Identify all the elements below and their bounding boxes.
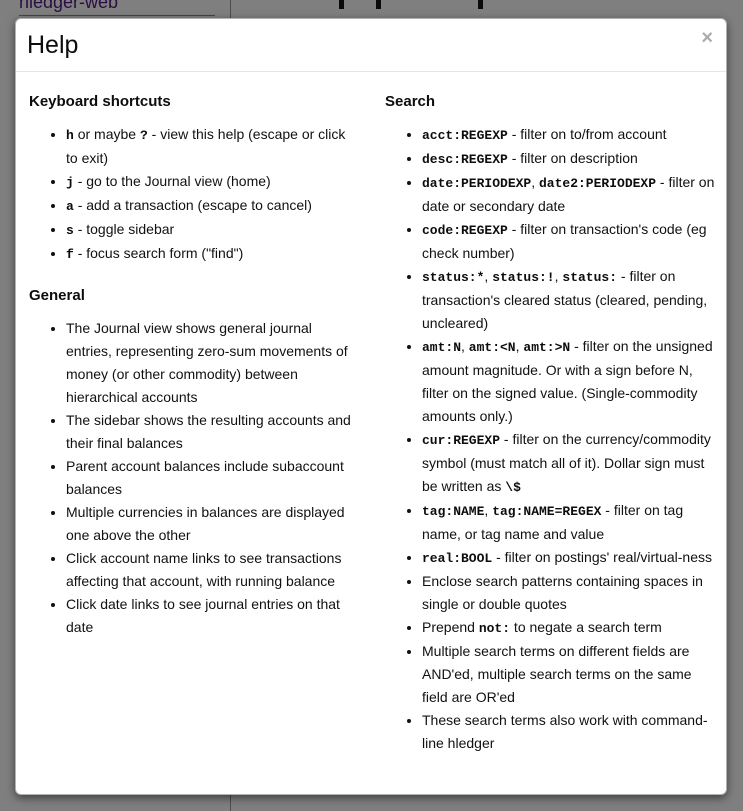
list-item [66,409,359,455]
help-list [27,123,359,266]
code-term: desc:REGEXP [422,152,508,167]
list-item-text: , [554,268,563,284]
list-item-text: These search terms also work with command-line hledger [422,712,708,751]
list-item-text: Click account name links to see transactions affecting that account, with running balance [66,550,342,589]
code-term: \$ [505,480,521,495]
list-item-text: , [484,502,493,518]
code-term: real:BOOL [422,551,493,566]
list-item-text: - filter on to/from account [507,126,667,142]
list-item-text: - filter on transaction's cleared status (cleared, pending, uncleared) [422,268,708,331]
code-term: h [66,128,74,143]
modal-header [16,19,726,72]
list-item-text: The Journal view shows general journal entries, representing zero-sum movements of money (or other commodity) between hierarchical accounts [66,320,348,405]
code-term: date2:PERIODEXP [539,176,657,191]
list-item-text: Multiple search terms on different fields are AND'ed, multiple search terms on the same field are OR'ed [422,643,692,705]
list-item-text: - toggle sidebar [73,221,175,237]
list-item [422,616,715,640]
list-item [66,218,359,242]
list-item [422,265,715,335]
list-item-text: Prepend [422,619,479,635]
code-term: tag:NAME [422,504,485,519]
code-term: amt:<N [468,340,516,355]
list-item-text: or maybe [73,126,140,142]
list-item [422,123,715,147]
list-item-text: - filter on tag name, or tag name and value [422,502,684,542]
list-item-text: Parent account balances include subaccount balances [66,458,344,497]
code-term: cur:REGEXP [422,433,501,448]
close-icon[interactable]: × [701,27,713,49]
list-item [66,170,359,194]
list-item-text: Multiple currencies in balances are displayed one above the other [66,504,345,543]
code-term: not: [478,621,511,636]
list-item-text: - add a transaction (escape to cancel) [73,197,312,213]
list-item [66,547,359,593]
code-term: s [66,223,74,238]
help-column-right [383,72,715,755]
list-item [422,640,715,709]
section-heading: General [29,287,85,304]
code-term: f [66,247,74,262]
code-term: ? [139,128,148,143]
list-item-text: to negate a search term [510,619,662,635]
list-item [422,499,715,546]
list-item [422,709,715,755]
list-item [422,335,715,428]
list-item [422,546,715,570]
list-item [422,570,715,616]
list-item-text: - filter on date or secondary date [422,174,715,214]
list-item [66,317,359,409]
list-item-text: Click date links to see journal entries on that date [66,596,340,635]
list-item-text: , [484,268,493,284]
list-item [66,501,359,547]
list-item-text: Enclose search patterns containing spaces in single or double quotes [422,573,703,612]
code-term: date:PERIODEXP [422,176,532,191]
list-item [66,242,359,266]
section-heading: Search [385,93,436,110]
list-item-text: , [515,338,524,354]
help-modal [15,18,727,795]
list-item-text: - focus search form ("find") [73,245,244,261]
code-term: acct:REGEXP [422,128,508,143]
list-item-text: , [461,338,469,354]
list-item-text: - filter on postings' real/virtual-ness [492,549,712,565]
code-term: code:REGEXP [422,223,508,238]
code-term: amt:>N [523,340,571,355]
list-item-text: The sidebar shows the resulting accounts and their final balances [66,412,351,451]
list-item [422,171,715,218]
list-item-text: - filter on the currency/commodity symbol (must match all of it). Dollar sign must be written as [422,431,711,494]
list-item-text: - filter on the unsigned amount magnitude. Or with a sign before N, filter on the signed value. (Single-commodity amounts only.) [422,338,713,424]
list-item [66,593,359,639]
list-item-text: - view this help (escape or click to exit) [66,126,346,166]
section-heading: Keyboard shortcuts [29,93,171,110]
help-list [383,123,715,755]
code-term: tag:NAME=REGEX [492,504,602,519]
list-item [422,428,715,499]
list-item [66,455,359,501]
help-list [27,317,359,639]
list-item-text: - filter on description [507,150,638,166]
list-item [422,218,715,265]
modal-body [16,72,726,775]
code-term: j [66,175,74,190]
code-term: amt:N [422,340,462,355]
list-item [66,194,359,218]
help-column-left [27,72,359,755]
list-item-text: , [531,174,539,190]
list-item [422,147,715,171]
code-term: status:! [492,270,555,285]
code-term: status: [562,270,618,285]
list-item-text: - go to the Journal view (home) [73,173,271,189]
list-item-text: - filter on transaction's code (eg check number) [422,221,707,261]
list-item [66,123,359,170]
code-term: status:* [422,270,485,285]
code-term: a [66,199,74,214]
modal-title: Help [27,31,79,59]
